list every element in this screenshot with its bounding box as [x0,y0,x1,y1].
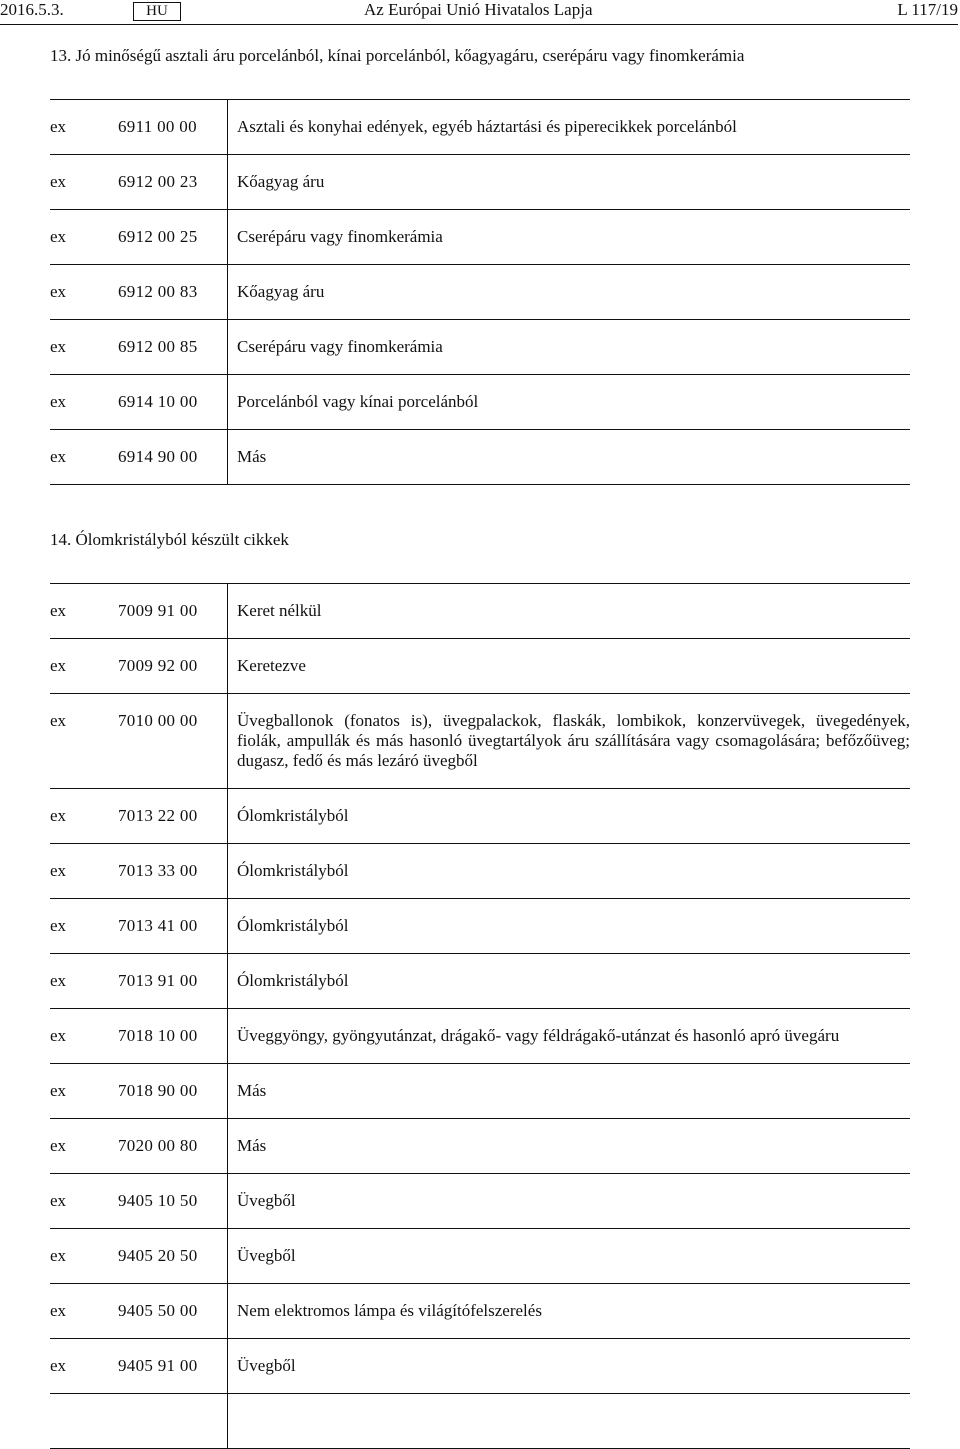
ex-marker: ex [50,601,67,620]
product-description: Kőagyag áru [237,282,325,301]
cn-code: 7018 90 00 [118,1081,198,1100]
product-description: Üvegballonok (fonatos is), üvegpalackok, flaskák, lombikok, konzervüvegek, üvegedények, fiolák, ampullák és más hasonló üvegtartályok áru szállítására vagy csomagolására; befőzőüveg; dugasz, fedő és más lezáró üvegből [237,711,910,770]
ex-marker: ex [50,656,67,675]
header-rule [0,24,958,25]
product-description: Kőagyag áru [237,172,325,191]
cn-code: 9405 10 50 [118,1191,198,1210]
cn-code: 7020 00 80 [118,1136,198,1155]
product-description: Üvegből [237,1246,296,1265]
ex-marker: ex [50,117,67,136]
page-header [0,0,960,22]
column-divider [227,1064,228,1118]
table-row [50,429,910,485]
column-divider [227,1119,228,1173]
product-description: Porcelánból vagy kínai porcelánból [237,392,479,411]
column-divider [227,1339,228,1393]
ex-marker: ex [50,806,67,825]
cn-code: 6912 00 83 [118,282,198,301]
ex-marker: ex [50,861,67,880]
cn-code: 9405 50 00 [118,1301,198,1320]
product-description: Keretezve [237,656,306,675]
table-row [50,209,910,264]
tariff-table-13 [50,99,910,485]
cn-code: 6912 00 25 [118,227,198,246]
journal-title: Az Európai Unió Hivatalos Lapja [364,0,593,19]
column-divider [227,265,228,319]
column-divider [227,1229,228,1283]
ex-marker: ex [50,916,67,935]
section-title-14: 14. Ólomkristályból készült cikkek [50,530,289,549]
table-row [50,788,910,843]
ex-marker: ex [50,1191,67,1210]
table-row [50,843,910,898]
cn-code: 7009 92 00 [118,656,198,675]
column-divider [227,320,228,374]
table-row [50,1118,910,1173]
table-row [50,1338,910,1393]
cn-code: 7018 10 00 [118,1026,198,1045]
tariff-table-14 [50,583,910,1449]
cn-code: 7009 91 00 [118,601,198,620]
product-description: Ólomkristályból [237,971,349,990]
product-description: Üvegből [237,1356,296,1375]
cn-code: 7013 33 00 [118,861,198,880]
product-description: Üveggyöngy, gyöngyutánzat, drágakő- vagy féldrágakő-utánzat és hasonló apró üvegáru [237,1026,840,1045]
table-row [50,1283,910,1338]
product-description: Keret nélkül [237,601,322,620]
table-row [50,1173,910,1228]
section-title-13: 13. Jó minőségű asztali áru porcelánból, kínai porcelánból, kőagyagáru, cserépáru vagy finomkerámia [50,46,745,65]
product-description: Üvegből [237,1191,296,1210]
column-divider [227,210,228,264]
ex-marker: ex [50,1081,67,1100]
ex-marker: ex [50,1136,67,1155]
table-row [50,1008,910,1063]
column-divider [227,1009,228,1063]
column-divider [227,584,228,638]
table-row [50,953,910,1008]
ex-marker: ex [50,172,67,191]
product-description: Cserépáru vagy finomkerámia [237,227,443,246]
cn-code: 6911 00 00 [118,117,197,136]
cn-code: 6914 90 00 [118,447,198,466]
product-description: Cserépáru vagy finomkerámia [237,337,443,356]
ex-marker: ex [50,1356,67,1375]
cn-code: 7010 00 00 [118,711,198,730]
column-divider [227,1174,228,1228]
table-row [50,1228,910,1283]
ex-marker: ex [50,1246,67,1265]
table-row [50,374,910,429]
cn-code: 9405 91 00 [118,1356,198,1375]
product-description: Asztali és konyhai edények, egyéb háztartási és piperecikkek porcelánból [237,117,737,136]
column-divider [227,639,228,693]
publication-date: 2016.5.3. [0,0,64,19]
ex-marker: ex [50,337,67,356]
product-description: Nem elektromos lámpa és világítófelszerelés [237,1301,542,1320]
column-divider [227,1394,228,1448]
cn-code: 6912 00 23 [118,172,198,191]
ex-marker: ex [50,1301,67,1320]
column-divider [227,844,228,898]
ex-marker: ex [50,447,67,466]
column-divider [227,789,228,843]
cn-code: 6914 10 00 [118,392,198,411]
table-row [50,1063,910,1118]
cn-code: 7013 22 00 [118,806,198,825]
column-divider [227,694,228,788]
product-description: Ólomkristályból [237,861,349,880]
table-row [50,1393,910,1449]
product-description: Ólomkristályból [237,916,349,935]
ex-marker: ex [50,711,67,730]
language-badge: HU [133,2,181,21]
cn-code: 6912 00 85 [118,337,198,356]
column-divider [227,375,228,429]
column-divider [227,1284,228,1338]
table-row [50,264,910,319]
column-divider [227,899,228,953]
product-description: Ólomkristályból [237,806,349,825]
ex-marker: ex [50,1026,67,1045]
ex-marker: ex [50,392,67,411]
product-description: Más [237,1081,267,1100]
page-number: L 117/19 [897,0,958,19]
product-description: Más [237,447,267,466]
cn-code: 7013 41 00 [118,916,198,935]
ex-marker: ex [50,971,67,990]
table-row [50,319,910,374]
product-description: Más [237,1136,267,1155]
ex-marker: ex [50,227,67,246]
column-divider [227,155,228,209]
table-row [50,154,910,209]
cn-code: 7013 91 00 [118,971,198,990]
table-row [50,898,910,953]
table-row [50,693,910,788]
ex-marker: ex [50,282,67,301]
cn-code: 9405 20 50 [118,1246,198,1265]
table-row [50,583,910,638]
table-row [50,99,910,154]
table-row [50,638,910,693]
column-divider [227,100,228,154]
column-divider [227,430,228,484]
column-divider [227,954,228,1008]
